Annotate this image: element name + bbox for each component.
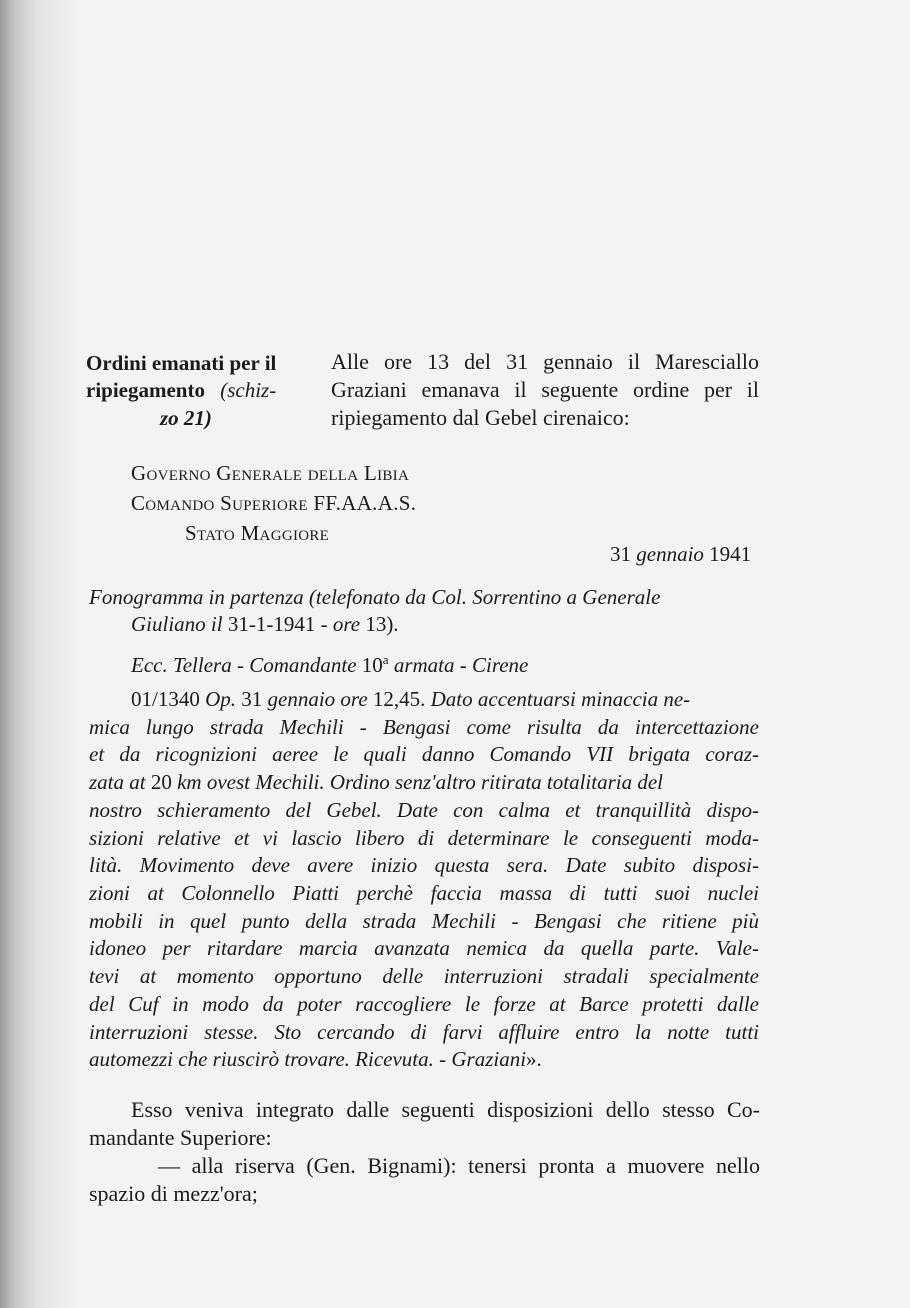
text-line: zioni at Colonnello Piatti perchè faccia massa di tutti suoi nuclei	[89, 881, 759, 905]
text-line: — alla riserva (Gen. Bignami): tenersi pronta a muovere nello	[158, 1153, 760, 1178]
letterhead-line: Comando Superiore FF.AA.A.S.	[131, 491, 417, 515]
closing-guillemet: ».	[526, 1047, 542, 1071]
text-line	[89, 770, 759, 795]
text-line: Fonogramma in partenza (telefonato da Col. Sorrentino a Generale	[89, 585, 661, 609]
text-line	[89, 1047, 542, 1072]
document-date	[610, 542, 751, 567]
sidenote-line: Ordini emanati per il	[86, 351, 277, 375]
text-line: Alle ore 13 del 31 gennaio il Maresciallo	[331, 349, 759, 374]
text-fragment: Giuliano il	[131, 612, 223, 636]
superscript: a	[382, 652, 389, 667]
text-line: Esso veniva integrato dalle seguenti disposizioni dello stesso Co-	[131, 1097, 760, 1122]
text-fragment: automezzi che riuscirò trovare. Ricevuta. - Graziani	[89, 1047, 527, 1071]
text-line: mandante Superiore:	[89, 1125, 272, 1150]
text-fragment: armata - Cirene	[393, 653, 529, 677]
date-year: 1941	[709, 542, 752, 566]
text-line: nostro schieramento del Gebel. Date con calma et tranquillità dispo-	[89, 798, 759, 822]
text-line: spazio di mezz'ora;	[89, 1181, 258, 1206]
text-fragment: 20	[150, 770, 172, 794]
text-fragment: Ecc. Tellera - Comandante	[131, 653, 357, 677]
text-fragment: 13).	[365, 612, 399, 636]
text-line: et da ricognizioni aeree le quali danno Comando VII brigata coraz-	[89, 742, 759, 766]
sidenote-reference: (schiz-	[220, 378, 277, 402]
recipient-line	[131, 652, 528, 678]
text-fragment: km ovest Mechili. Ordino senz'altro ritirata totalitaria del	[177, 770, 663, 794]
text-fragment: 12,45.	[372, 687, 426, 711]
text-line: del Cuf in modo da poter raccogliere le forze at Barce protetti dalle	[89, 992, 759, 1016]
text-line: ripiegamento dal Gebel cirenaico:	[331, 405, 630, 430]
text-fragment: - ore	[320, 612, 361, 636]
sidenote-reference: zo 21)	[160, 406, 212, 430]
text-line: tevi at momento opportuno delle interruzioni stradali specialmente	[89, 964, 759, 988]
sidenote-line	[86, 376, 276, 405]
text-fragment: 31-1-1941	[227, 612, 316, 636]
text-fragment: 10	[361, 653, 383, 677]
date-month: gennaio	[636, 542, 704, 566]
text-fragment: 31	[241, 687, 263, 711]
text-line	[131, 612, 399, 637]
binding-gutter-shadow	[0, 0, 80, 1308]
text-fragment: zata at	[89, 770, 146, 794]
text-line: Graziani emanava il seguente ordine per il	[331, 377, 759, 402]
letterhead-line: Governo Generale della Libia	[131, 461, 410, 485]
text-line: sizioni relative et vi lascio libero di determinare le conseguenti moda-	[89, 826, 759, 850]
text-fragment: gennaio ore	[267, 687, 368, 711]
text-line: interruzioni stesse. Sto cercando di farvi affluire entro la notte tutti	[89, 1020, 759, 1044]
text-fragment: Dato accentuarsi minaccia ne-	[430, 687, 691, 711]
text-line	[131, 687, 759, 712]
letterhead-line: Stato Maggiore	[185, 521, 330, 545]
date-day: 31	[610, 542, 631, 566]
sidenote-text: ripiegamento	[86, 378, 205, 402]
text-fragment: Op.	[205, 687, 237, 711]
text-line: mica lungo strada Mechili - Bengasi come risulta da intercettazione	[89, 715, 759, 739]
text-line: lità. Movimento deve avere inizio questa sera. Date subito disposi-	[89, 853, 759, 877]
text-fragment: 01/1340	[131, 687, 200, 711]
text-line: idoneo per ritardare marcia avanzata nemica da quella parte. Vale-	[89, 936, 759, 960]
text-line: mobili in quel punto della strada Mechili - Bengasi che ritiene più	[89, 909, 759, 933]
